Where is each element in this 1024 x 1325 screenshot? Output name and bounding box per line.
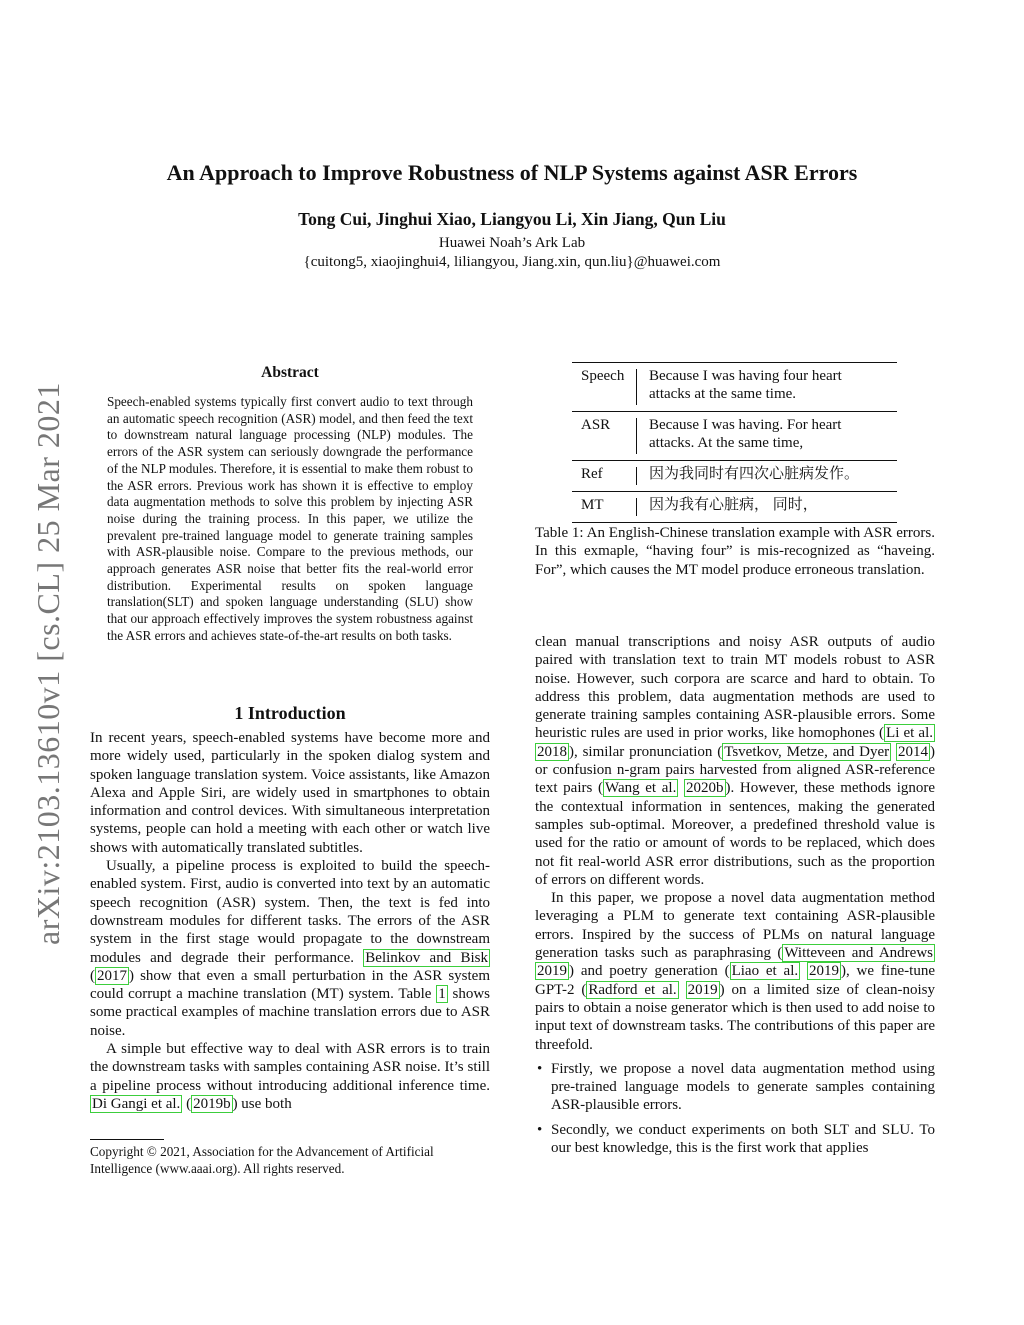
citation-link-li[interactable]: Li et al. — [886, 725, 933, 742]
section-heading-introduction: 1 Introduction — [234, 703, 346, 723]
r2-text-a: In this paper, we propose a novel data augmentation method leveraging a PLM to generate text containing ASR-plausible errors. Inspired by the success of PLMs on natural language generation tasks such as paraphrasing ( — [535, 890, 935, 962]
copyright-footnote: Copyright © 2021, Association for the Advancement of Artificial Intelligence (www.aaai.org). All rights reserved. — [90, 1144, 434, 1176]
r1-text-b: ), similar pronunciation ( — [569, 743, 723, 760]
row-label: Ref — [572, 461, 636, 492]
row-label: MT — [572, 492, 636, 523]
citation-link-belinkov[interactable]: Belinkov and Bisk — [365, 949, 488, 966]
p2-text-c: shows some practical examples of machine translation errors due to ASR noise. — [90, 986, 491, 1039]
r1-text-a: clean manual transcriptions and noisy ASR outputs of audio paired with translation text to train MT models robust to ASR noise. However, such corpora are scarce and hard to obtain. To address this problem, data augmentation methods are used to generate training samples containing ASR-plausible errors. Some heuristic rules are used in prior works, like homophones ( — [535, 634, 935, 742]
table-row — [572, 412, 897, 461]
row-text: Because I was having. For heart attacks. At the same time, — [638, 412, 897, 461]
table-ref-link[interactable]: 1 — [438, 986, 446, 1003]
affiliation: Huawei Noah’s Ark Lab — [438, 235, 586, 251]
r1-text-c: ) or confusion n-gram pairs harvested from aligned ASR-reference text pairs ( — [535, 743, 935, 797]
citation-year-2019-a[interactable]: 2019 — [537, 963, 567, 980]
citation-year-2014[interactable]: 2014 — [898, 743, 928, 760]
r1-text-d: ). However, these methods ignore the contextual information in sentences, making the generated samples sub-optimal. Moreover, a predefined threshold value is used for the ratio or amount of words to be replaced, which does not fit real-world ASR error distributions, such as the proportion of errors on different words. — [535, 780, 936, 888]
citation-year-2019-c[interactable]: 2019 — [687, 981, 718, 998]
citation-link-wang[interactable]: Wang et al. — [604, 780, 677, 797]
paper-title: An Approach to Improve Robustness of NLP Systems against ASR Errors — [166, 160, 858, 185]
table-caption: Table 1: An English-Chinese translation example with ASR errors. In this exmaple, “having four” is mis-recognized as “haveing. For”, which causes the MT model produce erroneous translation. — [535, 525, 935, 578]
contributions-list — [535, 1060, 935, 1157]
citation-year-2017[interactable]: 2017 — [97, 967, 127, 984]
p2-text-b: ) show that even a small perturbation in the ASR system could corrupt a machine translation (MT) system. Table — [90, 967, 490, 1003]
citation-year-2018[interactable]: 2018 — [537, 743, 567, 760]
table-row — [572, 492, 897, 523]
p3-text-b: ) use both — [232, 1095, 292, 1112]
citation-year-2019b[interactable]: 2019b — [193, 1095, 231, 1112]
r2-text-b: ) and poetry generation ( — [569, 963, 730, 980]
citation-link-radford[interactable]: Radford et al. — [588, 981, 677, 998]
citation-year-2019-b[interactable]: 2019 — [808, 963, 839, 980]
table-row — [572, 363, 897, 412]
bullet-icon: • — [537, 1060, 543, 1077]
row-label: ASR — [572, 412, 636, 461]
table-row — [572, 461, 897, 492]
arxiv-watermark: arXiv:2103.13610v1 [cs.CL] 25 Mar 2021 — [30, 382, 66, 945]
translation-example-table — [572, 362, 897, 523]
citation-link-digangi[interactable]: Di Gangi et al. — [92, 1095, 181, 1112]
footnote-rule — [90, 1139, 164, 1140]
citation-year-2020b[interactable]: 2020b — [686, 780, 724, 797]
p2-text-a: Usually, a pipeline process is exploited to build the speech-enabled system. First, audio is converted into text by an automatic speech recognition (ASR) system. Then, the text is fed into downstream modules for different tasks. The errors of the ASR system in the first stage would propagate to the downstream modules and degrade their performance. — [90, 858, 490, 966]
citation-link-liao[interactable]: Liao et al. — [731, 963, 799, 980]
abstract-text: Speech-enabled systems typically first convert audio to text through an automatic speech recognition (ASR) model, and then feed the text to downstream natural language processing (NLP) modules. The errors of the ASR system can seriously downgrade the performance of the NLP modules. Therefore, it is essential to make them robust to the ASR errors. Previous work has shown it is effective to employ data augmentation methods to solve this problem by injecting ASR noise during the training process. In this paper, we utilize the prevalent pre-trained language model to generate training samples with ASR-plausible noise. Compare to the previous methods, our approach generates ASR noise that better fits the real-world error distribution. Experimental results on spoken language translation(SLT) and spoken language understanding (SLU) show that our approach effectively improves the system robustness against the ASR errors and achieves state-of-the-art results on both tasks. — [107, 394, 473, 643]
r2-text-c: ), we fine-tune GPT-2 ( — [535, 963, 935, 998]
p3-text-a: A simple but effective way to deal with ASR errors is to train the downstream tasks with samples containing ASR noise. It’s still a pipeline process without introducing additional inference time. — [90, 1041, 490, 1094]
row-text: 因为我同时有四次心脏病发作。 — [638, 461, 897, 492]
list-item — [537, 1121, 935, 1158]
intro-paragraph-1: In recent years, speech-enabled systems have become more and more widely used, particularly in the spoken dialog system and spoken language translation system. Voice assistants, like Amazon Alexa and Apple Siri, are widely used in smartphones to obtain information and control devices. With simultaneous interpretation systems, people can hold a meeting with each other or watch live shows with automatically translated subtitles. — [90, 730, 490, 856]
author-emails: {cuitong5, xiaojinghui4, liliangyou, Jiang.xin, qun.liu}@huawei.com — [303, 254, 721, 270]
row-text: Because I was having four heart attacks at the same time. — [638, 363, 897, 412]
bullet-text-1: Firstly, we propose a novel data augmentation method using pre-trained language models to generate samples containing ASR-plausible errors. — [551, 1060, 935, 1114]
row-label: Speech — [572, 363, 636, 412]
list-item — [537, 1060, 935, 1115]
intro-paragraph-2: Usually, a pipeline process is exploited to build the speech-enabled system. First, audio is converted into text by an automatic speech recognition (ASR) system. Then, the text is fed into downstream modules for different tasks. The errors of the ASR system in the first stage would propagate to the downstream modules and degrade their performance. Belinkov and Bisk ( 2017 ) show that even a small perturbation in the ASR system could corrupt a machine translation (MT) system. Table 1 shows some practical examples of machine translation errors due to ASR noise. — [90, 858, 491, 1039]
row-text: 因为我有心脏病， 同时， — [638, 492, 897, 523]
bullet-icon: • — [537, 1121, 543, 1138]
citation-link-witteveen[interactable]: Witteveen and Andrews — [784, 945, 933, 962]
abstract-heading: Abstract — [261, 364, 319, 381]
left-column-body — [90, 729, 490, 1113]
right-column-body — [535, 633, 935, 1157]
r2-text-d: ) on a limited size of clean-noisy pairs to obtain a noise generator which is then used to add noise to input text of downstream tasks. The contributions of this paper are threefold. — [535, 981, 936, 1053]
author-list: Tong Cui, Jinghui Xiao, Liangyou Li, Xin Jiang, Qun Liu — [298, 209, 726, 229]
right-paragraph-1 — [535, 633, 935, 889]
citation-link-tsvetkov[interactable]: Tsvetkov, Metze, and Dyer — [724, 743, 890, 760]
right-paragraph-2 — [535, 889, 935, 1054]
bullet-text-2: Secondly, we conduct experiments on both SLT and SLU. To our best knowledge, this is the first work that applies — [551, 1121, 935, 1157]
intro-paragraph-3: A simple but effective way to deal with ASR errors is to train the downstream tasks with samples containing ASR noise. It’s still a pipeline process without introducing additional inference time. Di Gangi et al. ( 2019b ) use both — [90, 1041, 490, 1112]
